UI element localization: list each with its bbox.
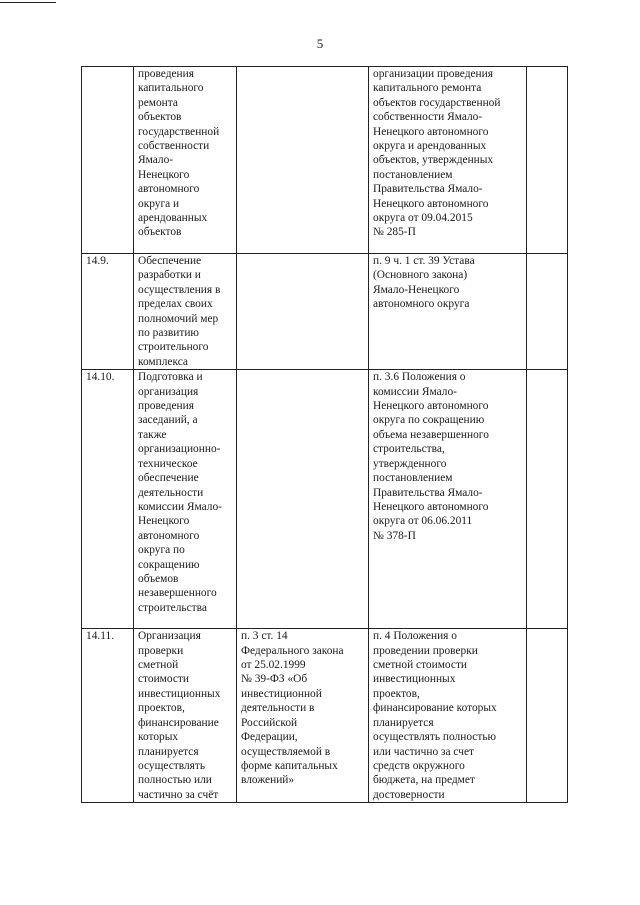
regional-law-basis-line: п. 4 Положения о (373, 630, 457, 643)
function-description-line: разработки и (138, 269, 201, 282)
regional-law-basis-line: округа по сокращению (373, 414, 485, 427)
regional-law-basis (369, 67, 527, 254)
regional-law-basis-line: округа и арендованных (373, 140, 487, 153)
regional-law-basis-line: утвержденного (373, 457, 447, 470)
federal-law-basis (237, 67, 369, 254)
function-description-line: стоимости (138, 673, 189, 686)
federal-law-basis-line: деятельности в (241, 702, 315, 715)
regional-law-basis-line: проектов, (373, 687, 420, 700)
regional-law-basis-line: средств окружного (373, 759, 465, 772)
regional-law-basis-line: инвестиционных (373, 673, 456, 686)
regional-law-basis-line: Правительства Ямало- (373, 183, 483, 196)
federal-law-basis-line: Федерального закона (241, 644, 344, 657)
function-description-line: объектов (138, 111, 182, 124)
function-description-line: деятельности (138, 486, 204, 499)
regional-law-basis (369, 254, 527, 370)
function-description-line: строительства (138, 601, 207, 614)
function-description-line: полномочий мер (138, 312, 219, 325)
federal-law-basis (237, 370, 369, 629)
function-description-line: автономного (138, 183, 200, 196)
function-description-line: проверки (138, 644, 184, 657)
function-description-line: осуществлять (138, 759, 206, 772)
regional-law-basis-line: строительства, (373, 443, 445, 456)
regional-law-basis-line: Правительства Ямало- (373, 486, 483, 499)
item-number: 14.9. (82, 254, 134, 370)
function-description-line: обеспечение (138, 472, 199, 485)
regional-law-basis-line: автономного округа (373, 298, 470, 311)
function-description-line: пределах своих (138, 298, 213, 311)
table-row (82, 629, 568, 803)
regional-law-basis-line: сметной стоимости (373, 659, 468, 672)
federal-law-basis (237, 254, 369, 370)
regional-law-basis-line: Ненецкого автономного (373, 197, 489, 210)
federal-law-basis-line: Российской (241, 716, 298, 729)
regional-law-basis-line: Ненецкого автономного (373, 400, 489, 413)
function-description-line: организация (138, 385, 199, 398)
function-description-line: государственной (138, 125, 220, 138)
table-row (82, 254, 568, 370)
function-description-line: финансирование (138, 716, 219, 729)
function-description-line: Организация (138, 630, 201, 643)
function-description-line: объемов (138, 572, 179, 585)
federal-law-basis-line: форме капитальных (241, 759, 338, 772)
function-description-line: округа по (138, 544, 185, 557)
function-description-line: Подготовка и (138, 371, 203, 384)
federal-law-basis-line: вложений» (241, 774, 295, 787)
regional-law-basis (369, 370, 527, 629)
function-description-line: инвестиционных (138, 687, 221, 700)
regional-law-basis-line: планируется (373, 716, 434, 729)
regional-law-basis-line: объектов государственной (373, 96, 501, 109)
regional-law-basis-line: осуществлять полностью (373, 731, 497, 744)
note-cell (527, 67, 568, 254)
function-description-line: проведения (138, 68, 194, 80)
function-description-line: также (138, 428, 167, 441)
federal-law-basis-line: от 25.02.1999 (241, 659, 306, 672)
function-description-line: сокращению (138, 558, 200, 571)
function-description-line: организационно- (138, 443, 221, 456)
function-description-line: комиссии Ямало- (138, 500, 222, 513)
regional-law-basis-line: организации проведения (373, 68, 493, 80)
item-number (82, 67, 134, 254)
function-description (134, 254, 237, 370)
function-description-line: которых (138, 731, 179, 744)
regional-law-basis-line: достоверности (373, 788, 445, 801)
regional-law-basis-line: № 285-П (373, 226, 416, 239)
note-cell (527, 254, 568, 370)
function-description-line: частично за счёт (138, 788, 219, 801)
federal-law-basis-line: Федерации, (241, 731, 298, 744)
function-description-line: округа и (138, 197, 180, 210)
function-description-line: объектов (138, 226, 182, 239)
regional-law-basis-line: капитального ремонта (373, 82, 482, 95)
authority-table (81, 66, 568, 803)
function-description-line: Ямало- (138, 154, 174, 167)
function-description-line: заседаний, а (138, 414, 198, 427)
table-row (82, 67, 568, 254)
federal-law-basis-line: п. 3 ст. 14 (241, 630, 288, 643)
regional-law-basis-line: Ненецкого автономного (373, 125, 489, 138)
function-description-line: собственности (138, 140, 210, 153)
table-row (82, 370, 568, 629)
federal-law-basis-line: осуществляемой в (241, 745, 331, 758)
regional-law-basis-line: объема незавершенного (373, 428, 489, 441)
regional-law-basis-line: проведении проверки (373, 644, 478, 657)
function-description-line: планируется (138, 745, 199, 758)
function-description-line: арендованных (138, 212, 208, 225)
regional-law-basis-line: комиссии Ямало- (373, 385, 457, 398)
item-number: 14.11. (82, 629, 134, 803)
function-description-line: строительного (138, 341, 209, 354)
regional-law-basis-line: или частично за счет (373, 745, 474, 758)
function-description-line: Обеспечение (138, 255, 202, 267)
function-description-line: проектов, (138, 702, 185, 715)
function-description-line: техническое (138, 457, 198, 470)
regional-law-basis (369, 629, 527, 803)
function-description-line: Ненецкого (138, 515, 190, 528)
note-cell (527, 629, 568, 803)
function-description-line: капитального (138, 82, 204, 95)
federal-law-basis (237, 629, 369, 803)
function-description-line: автономного (138, 529, 200, 542)
regional-law-basis-line: финансирование которых (373, 702, 497, 715)
regional-law-basis-line: Ямало-Ненецкого (373, 283, 460, 296)
regional-law-basis-line: п. 3.6 Положения о (373, 371, 466, 384)
function-description-line: осуществления в (138, 283, 221, 296)
function-description-line: по развитию (138, 327, 199, 340)
function-description-line: ремонта (138, 96, 178, 109)
regional-law-basis-line: постановлением (373, 168, 453, 181)
function-description-line: сметной (138, 659, 179, 672)
function-description-line: Ненецкого (138, 168, 190, 181)
regional-law-basis-line: (Основного закона) (373, 269, 468, 282)
function-description (134, 629, 237, 803)
function-description-line: комплекса (138, 355, 188, 368)
function-description-line: полностью или (138, 774, 212, 787)
federal-law-basis-line: № 39-ФЗ «Об (241, 673, 308, 686)
federal-law-basis-line: инвестиционной (241, 687, 322, 700)
regional-law-basis-line: № 378-П (373, 529, 416, 542)
item-number: 14.10. (82, 370, 134, 629)
top-left-rule (0, 2, 56, 3)
function-description-line: проведения (138, 400, 194, 413)
function-description (134, 67, 237, 254)
regional-law-basis-line: собственности Ямало- (373, 111, 483, 124)
regional-law-basis-line: Ненецкого автономного (373, 500, 489, 513)
page-number: 5 (316, 36, 324, 51)
regional-law-basis-line: п. 9 ч. 1 ст. 39 Устава (373, 255, 475, 267)
regional-law-basis-line: округа от 06.06.2011 (373, 515, 473, 528)
function-description (134, 370, 237, 629)
function-description-line: незавершенного (138, 587, 217, 600)
regional-law-basis-line: бюджета, на предмет (373, 774, 475, 787)
regional-law-basis-line: объектов, утвержденных (373, 154, 494, 167)
note-cell (527, 370, 568, 629)
regional-law-basis-line: округа от 09.04.2015 (373, 212, 473, 225)
regional-law-basis-line: постановлением (373, 472, 453, 485)
